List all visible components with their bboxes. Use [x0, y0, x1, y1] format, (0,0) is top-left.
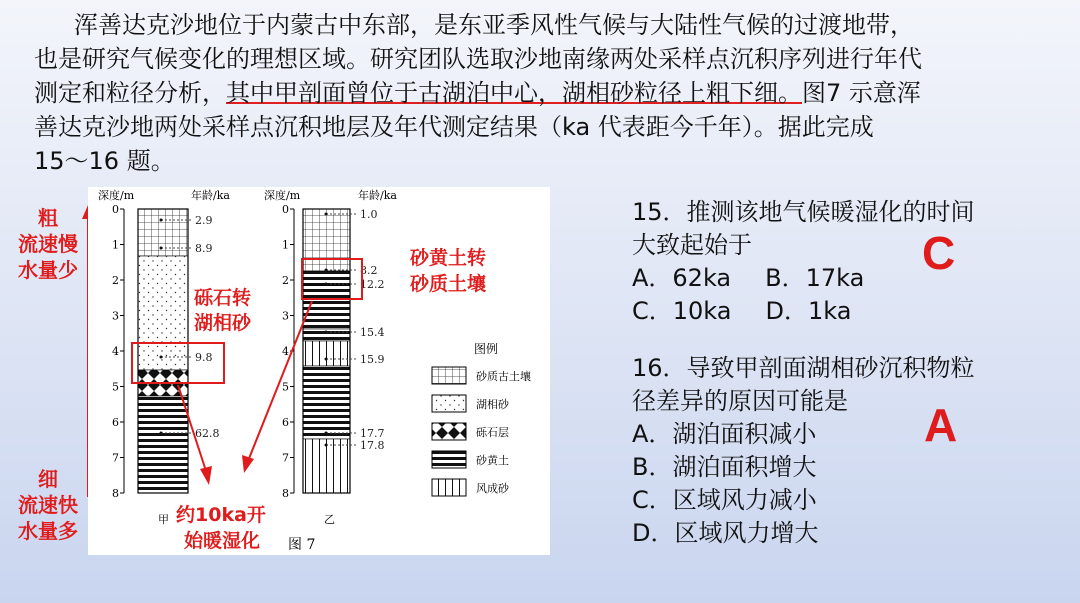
layer-sandy-paleosol: [138, 209, 188, 256]
intro-line: 浑善达克沙地位于内蒙古中东部，是东亚季风性气候与大陆性气候的过渡地带，: [74, 11, 914, 39]
depth-tick-label: 1: [112, 238, 119, 252]
depth-tick-label: 5: [282, 380, 289, 394]
q16-stem: 16．导致甲剖面湖相砂沉积物粒: [632, 354, 975, 382]
legend-item: 砂黄土: [476, 454, 509, 467]
intro-text: 测定和粒径分析，: [34, 79, 226, 107]
questions: [632, 196, 1052, 550]
profile-b-depth-header: 深度/m: [264, 189, 301, 202]
coarse-label: 粗: [38, 206, 58, 230]
figure-7: [88, 187, 550, 555]
intro-line: 也是研究气候变化的理想区域。研究团队选取沙地南缘两处采样点沉积序列进行年代: [34, 45, 922, 73]
more-water-label: 水量多: [18, 519, 78, 543]
profile-a-column: [138, 209, 188, 493]
intro-text: 图7 示意浑: [802, 79, 921, 107]
q15-option-c[interactable]: C．10ka: [632, 297, 732, 325]
depth-tick-label: 5: [112, 380, 119, 394]
arrow-head: [200, 466, 212, 485]
age-label: 8.9: [195, 242, 213, 255]
answer-16: A: [924, 399, 958, 451]
layer-aeolian-sand: [303, 439, 350, 493]
intro-paragraph: [34, 8, 1054, 178]
annotation-gravel-to-lake-2: 湖相砂: [194, 312, 252, 334]
less-water-label: 水量少: [18, 258, 78, 282]
q16-option-d[interactable]: D．区域风力增大: [632, 519, 819, 547]
intro-line: [34, 76, 1054, 110]
profile-b-age-header: 年龄/ka: [358, 189, 397, 202]
depth-tick-label: 7: [112, 451, 119, 465]
q15-options-row2: [632, 295, 1052, 328]
annotation-gravel-to-lake-1: 砾石转: [194, 287, 252, 309]
fast-flow-label: 流速快: [18, 493, 78, 517]
arrow-head: [242, 455, 254, 473]
profile-b-column: [303, 209, 350, 493]
arrow-line: [248, 301, 312, 461]
legend-item: 湖相砂: [476, 398, 509, 411]
fine-label: 细: [38, 467, 58, 491]
depth-tick-label: 4: [112, 345, 119, 358]
age-label: 2.9: [195, 214, 213, 227]
layer-sandy-loess: [303, 366, 350, 439]
legend-title: 图例: [474, 342, 499, 356]
depth-tick-label: 6: [112, 416, 119, 429]
depth-tick-label: 0: [282, 203, 289, 216]
age-label: 17.7: [360, 427, 385, 440]
depth-tick-label: 3: [282, 309, 289, 323]
age-label: 12.2: [360, 278, 385, 291]
age-label: 9.8: [195, 351, 213, 364]
profile-a-depth-axis: [112, 203, 124, 500]
q15-option-d[interactable]: D．1ka: [765, 297, 852, 325]
depth-tick-label: 0: [112, 203, 119, 216]
age-label: 8.2: [360, 264, 378, 277]
q16-option-a[interactable]: A．湖泊面积减小: [632, 420, 817, 448]
age-label: 15.4: [360, 326, 385, 339]
legend-item: 砂质古土壤: [476, 370, 531, 383]
slow-flow-label: 流速慢: [18, 232, 78, 256]
depth-tick-label: 2: [112, 274, 119, 287]
layer-lacustrine-sand: [138, 256, 188, 370]
depth-tick-label: 3: [112, 309, 119, 323]
depth-tick-label: 8: [282, 487, 289, 500]
profile-a-age-header: 年龄/ka: [191, 189, 230, 202]
intro-line: 15～16 题。: [34, 147, 175, 175]
layer-aeolian-sand: [303, 341, 350, 366]
age-label: 62.8: [195, 427, 220, 440]
depth-tick-label: 4: [282, 345, 289, 358]
answer-15: C: [922, 227, 956, 279]
annotation-warm-start-2: 始暖湿化: [184, 530, 261, 552]
age-label: 15.9: [360, 353, 385, 366]
q15-stem: 15．推测该地气候暖湿化的时间: [632, 198, 975, 226]
figure-caption: 图 7: [288, 537, 316, 553]
depth-tick-label: 2: [282, 274, 289, 287]
legend-item: 砾石层: [476, 426, 509, 439]
layer-sandy-loess: [138, 396, 188, 493]
depth-tick-label: 1: [282, 238, 289, 252]
profile-a-label: 甲: [158, 513, 169, 526]
depth-tick-label: 6: [282, 416, 289, 429]
profile-b-label: 乙: [324, 513, 335, 526]
q15-stem-cont: 大致起始于: [632, 231, 752, 259]
annotation-warm-start-1: 约10ka开: [176, 504, 266, 526]
q16-option-b[interactable]: B．湖泊面积增大: [632, 453, 817, 481]
q16-option-c[interactable]: C．区域风力减小: [632, 486, 817, 514]
q15-option-b[interactable]: B．17ka: [765, 264, 865, 292]
legend: [432, 367, 531, 496]
intro-line: 善达克沙地两处采样点沉积地层及年代测定结果（ka 代表距今千年）。据此完成: [34, 113, 874, 141]
age-label: 1.0: [360, 208, 378, 221]
q16-stem-cont: 径差异的原因可能是: [632, 387, 848, 415]
age-label: 17.8: [360, 439, 385, 452]
annotation-loess-to-soil-1: 砂黄土转: [410, 247, 487, 269]
q15-option-a[interactable]: A．62ka: [632, 264, 732, 292]
underlined-key-sentence: 其中甲剖面曾位于古湖泊中心，湖相砂粒径上粗下细。: [226, 79, 802, 107]
depth-tick-label: 7: [282, 451, 289, 465]
depth-tick-label: 8: [112, 487, 119, 500]
annotation-loess-to-soil-2: 砂质土壤: [410, 273, 487, 295]
q15-options-row1: [632, 262, 1052, 295]
legend-item: 风成砂: [476, 482, 509, 495]
layer-sandy-paleosol: [303, 209, 350, 271]
profile-a-depth-header: 深度/m: [98, 189, 135, 202]
